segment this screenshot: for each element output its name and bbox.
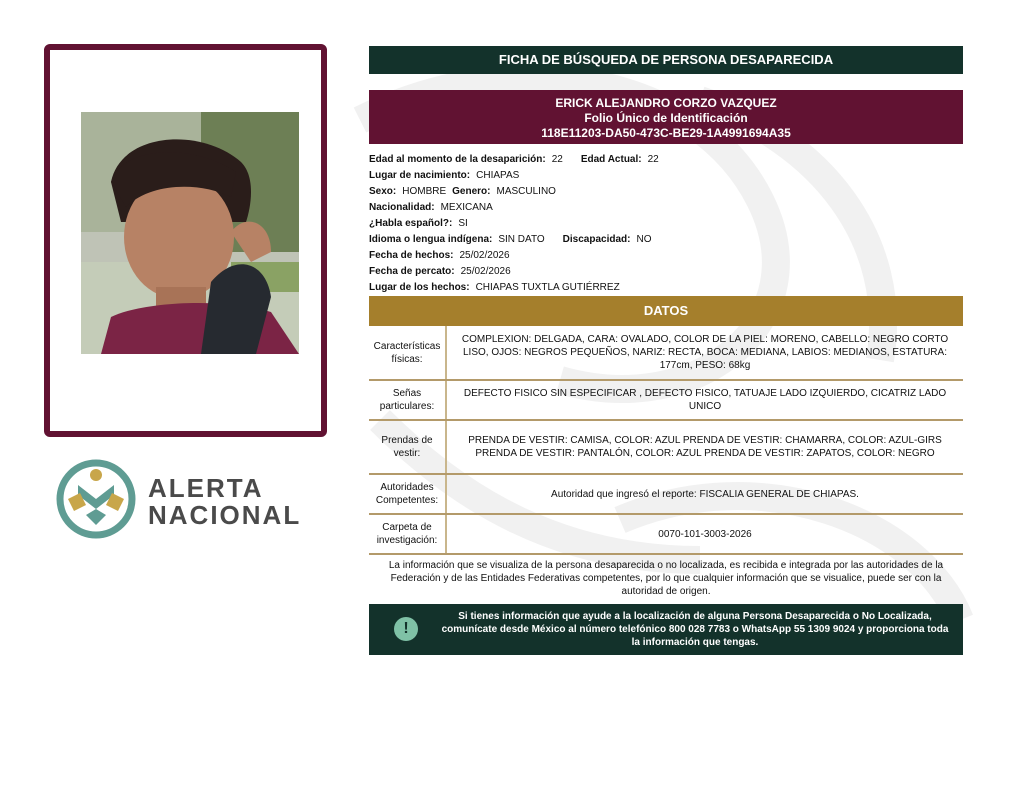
folio-label: Folio Único de Identificación — [584, 111, 748, 125]
genero-value: MASCULINO — [496, 186, 556, 197]
info-line-edad — [369, 152, 963, 168]
alerta-nacional-logo-icon — [56, 459, 136, 539]
folio-value: 118E11203-DA50-473C-BE29-1A4991694A35 — [541, 126, 791, 140]
person-header — [369, 90, 963, 144]
genero-label: Genero: — [452, 186, 491, 197]
lugar-hechos-value: CHIAPAS TUXTLA GUTIÉRREZ — [475, 282, 620, 293]
row-label: Señas particulares: — [369, 381, 447, 419]
fecha-hechos-value: 25/02/2026 — [459, 250, 510, 261]
sexo-value: HOMBRE — [402, 186, 447, 197]
contact-alert-bar — [369, 604, 963, 655]
info-line-sexo — [369, 184, 963, 200]
table-row — [369, 421, 963, 475]
idioma-value: SIN DATO — [498, 234, 545, 245]
info-line-lugar-hechos — [369, 280, 963, 296]
photo-frame — [44, 44, 327, 437]
edad-actual-value: 22 — [647, 154, 659, 165]
idioma-label: Idioma o lengua indígena: — [369, 234, 493, 245]
exclamation-icon: ! — [394, 617, 418, 641]
person-photo-image — [81, 112, 299, 354]
logo-line1: ALERTA — [148, 473, 264, 503]
row-label: Autoridades Competentes: — [369, 475, 447, 513]
logo-wordmark — [148, 475, 301, 529]
datos-table — [369, 326, 963, 555]
row-label: Características físicas: — [369, 326, 447, 379]
disclaimer-text: La información que se visualiza de la persona desaparecida o no localizada, es recibida e integrada por las autoridades de la Federación y de las Entidades Federativas competentes, por lo que cualquier información que se visualice, puede ser con la autoridad de origen. — [388, 560, 944, 597]
row-value: COMPLEXION: DELGADA, CARA: OVALADO, COLOR DE LA PIEL: MORENO, CABELLO: NEGRO CORTO LISO, OJOS: NEGROS PEQUEÑOS, NARIZ: RECTA, BOCA: MEDIANA, LABIOS: MEDIANOS, ESTATURA: 177cm, PESO: 68kg — [461, 334, 949, 371]
info-line-fecha-percato — [369, 264, 963, 280]
logo-line2: NACIONAL — [148, 500, 302, 530]
edad-actual-label: Edad Actual: — [580, 154, 642, 165]
table-row — [369, 381, 963, 421]
lugar-hechos-label: Lugar de los hechos: — [369, 282, 470, 293]
row-value: PRENDA DE VESTIR: CAMISA, COLOR: AZUL PRENDA DE VESTIR: CHAMARRA, COLOR: AZUL-GIRS PRENDA DE VESTIR: PANTALÓN, COLOR: AZUL PRENDA DE VESTIR: ZAPATOS, COLOR: NEGRO — [468, 435, 942, 459]
lugar-nacimiento-value: CHIAPAS — [476, 170, 520, 181]
nacionalidad-value: MEXICANA — [440, 202, 493, 213]
nacionalidad-label: Nacionalidad: — [369, 202, 435, 213]
info-line-espanol — [369, 216, 963, 232]
info-line-idioma — [369, 232, 963, 248]
row-value: Autoridad que ingresó el reporte: FISCALIA GENERAL DE CHIAPAS. — [551, 488, 859, 500]
fecha-percato-label: Fecha de percato: — [369, 266, 455, 277]
info-line-nacimiento — [369, 168, 963, 184]
page-title: FICHA DE BÚSQUEDA DE PERSONA DESAPARECIDA — [369, 46, 963, 74]
table-row — [369, 515, 963, 555]
discapacidad-label: Discapacidad: — [562, 234, 631, 245]
table-row — [369, 475, 963, 515]
fecha-percato-value: 25/02/2026 — [460, 266, 511, 277]
habla-espanol-value: SI — [458, 218, 468, 229]
person-photo — [81, 112, 299, 354]
datos-header: DATOS — [369, 296, 963, 326]
person-info — [369, 152, 963, 296]
person-name: ERICK ALEJANDRO CORZO VAZQUEZ — [555, 96, 777, 110]
habla-espanol-label: ¿Habla español?: — [369, 218, 453, 229]
table-row — [369, 326, 963, 381]
row-label: Prendas de vestir: — [369, 421, 447, 473]
contact-alert-text: Si tienes información que ayude a la localización de alguna Persona Desaparecida o No Localizada, comunícate desde México al número telefónico 800 028 7783 o WhatsApp 55 1309 9024 y proporciona toda la información que tengas. — [441, 611, 949, 648]
discapacidad-value: NO — [636, 234, 652, 245]
info-line-nacionalidad — [369, 200, 963, 216]
info-line-fecha-hechos — [369, 248, 963, 264]
edad-desaparicion-value: 22 — [551, 154, 563, 165]
row-label: Carpeta de investigación: — [369, 515, 447, 553]
edad-desaparicion-label: Edad al momento de la desaparición: — [369, 154, 546, 165]
row-value: DEFECTO FISICO SIN ESPECIFICAR , DEFECTO FISICO, TATUAJE LADO IZQUIERDO, CICATRIZ LADO UNICO — [463, 388, 947, 412]
lugar-nacimiento-label: Lugar de nacimiento: — [369, 170, 471, 181]
fecha-hechos-label: Fecha de hechos: — [369, 250, 454, 261]
sexo-label: Sexo: — [369, 186, 397, 197]
row-value: 0070-101-3003-2026 — [658, 528, 752, 540]
